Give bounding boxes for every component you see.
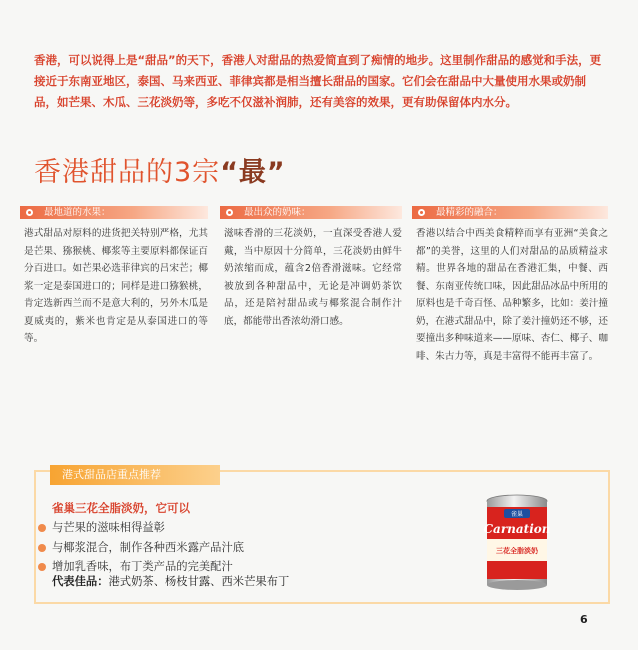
column-body: 香港以结合中西美食精粹而享有亚洲“美食之都”的美誉，这里的人们对甜品的品质精益求精。世界各地的甜品在香港汇集，中餐、西餐、东南亚传统口味，因此甜品冰品中所用的原料也是千奇百怪、品种繁多，比如：姜汁撞奶，在港式甜品中，除了姜汁撞奶还不够，还要撞出多种味道来——原味、杏仁、椰子、咖啡、朱古力等，真是丰富得不能再丰富了。 bbox=[416, 228, 608, 362]
column-tag bbox=[220, 206, 402, 219]
representative-products bbox=[52, 573, 289, 589]
can-base bbox=[487, 580, 547, 590]
column-tag bbox=[412, 206, 608, 219]
can-logo-text: 雀巢 bbox=[510, 511, 524, 518]
carnation-can-image bbox=[482, 493, 552, 593]
column-tag-label: 最出众的奶味： bbox=[244, 207, 311, 218]
list-item bbox=[38, 518, 244, 538]
list-item-text: 与芒果的滋味相得益彰 bbox=[52, 521, 165, 534]
recommendation-subtitle: 雀巢三花全脂淡奶，它可以 bbox=[52, 501, 190, 515]
column-tag bbox=[20, 206, 208, 219]
list-item-text: 与椰浆混合，制作各种西米露产品汁底 bbox=[52, 540, 245, 554]
bullet-dot-icon bbox=[418, 209, 425, 216]
column-body: 滋味香滑的三花淡奶，一直深受香港人爱戴，当中原因十分简单，三花淡奶由鲜牛奶浓缩而成，蕴含2倍香滑滋味。它经常被放到各种甜品中，无论是冲调奶茶饮品，还是陪衬甜品或与椰浆混合制作汁底，都能带出香浓幼滑口感。 bbox=[224, 228, 402, 327]
column-fruit bbox=[20, 206, 208, 348]
column-milk bbox=[220, 206, 402, 330]
bullet-icon bbox=[38, 524, 46, 532]
column-tag-label: 最精彩的融合： bbox=[436, 207, 503, 218]
recommendation-header: 港式甜品店重点推荐 bbox=[50, 465, 220, 485]
representative-value: 港式奶茶、杨枝甘露、西米芒果布丁 bbox=[108, 575, 290, 588]
section-title-text: 香港甜品的3宗 bbox=[34, 157, 221, 188]
section-title bbox=[34, 150, 286, 189]
column-tag-label: 最地道的水果： bbox=[44, 207, 111, 218]
list-item-text: 增加乳香味，布丁类产品的完美配汁 bbox=[52, 560, 233, 573]
representative-label: 代表佳品： bbox=[52, 575, 109, 588]
can-brand-text: Carnation bbox=[483, 522, 551, 536]
recommendation-list bbox=[38, 518, 244, 577]
intro-paragraph: 香港，可以说得上是“甜品”的天下，香港人对甜品的热爱简直到了痴情的地步。这里制作甜品的感觉和手法，更接近于东南亚地区，泰国、马来西亚、菲律宾都是相当擅长甜品的国家。它们会在甜品中大量使用水果或奶制品，如芒果、木瓜、三花淡奶等，多吃不仅滋补润肺，还有美容的效果，更有助保留体内水分。 bbox=[34, 53, 602, 109]
bullet-dot-icon bbox=[226, 209, 233, 216]
column-fusion bbox=[412, 206, 608, 365]
bullet-icon bbox=[38, 563, 46, 571]
can-product-name: 三花全脂淡奶 bbox=[496, 547, 538, 555]
can-rim-top bbox=[487, 501, 547, 507]
bullet-dot-icon bbox=[26, 209, 33, 216]
bullet-icon bbox=[38, 544, 46, 552]
list-item bbox=[38, 538, 244, 558]
column-body: 港式甜品对原料的进货把关特别严格，尤其是芒果、猕猴桃、椰浆等主要原料都保证百分百进口。如芒果必选菲律宾的吕宋芒；椰浆一定是泰国进口的；同样是进口猕猴桃，肯定选新西兰而不是意大利的，另外木瓜是夏威夷的，紫米也肯定是从泰国进口的等等。 bbox=[24, 228, 208, 344]
section-title-emphasis: “最” bbox=[220, 157, 286, 188]
page-number: 6 bbox=[580, 613, 588, 626]
